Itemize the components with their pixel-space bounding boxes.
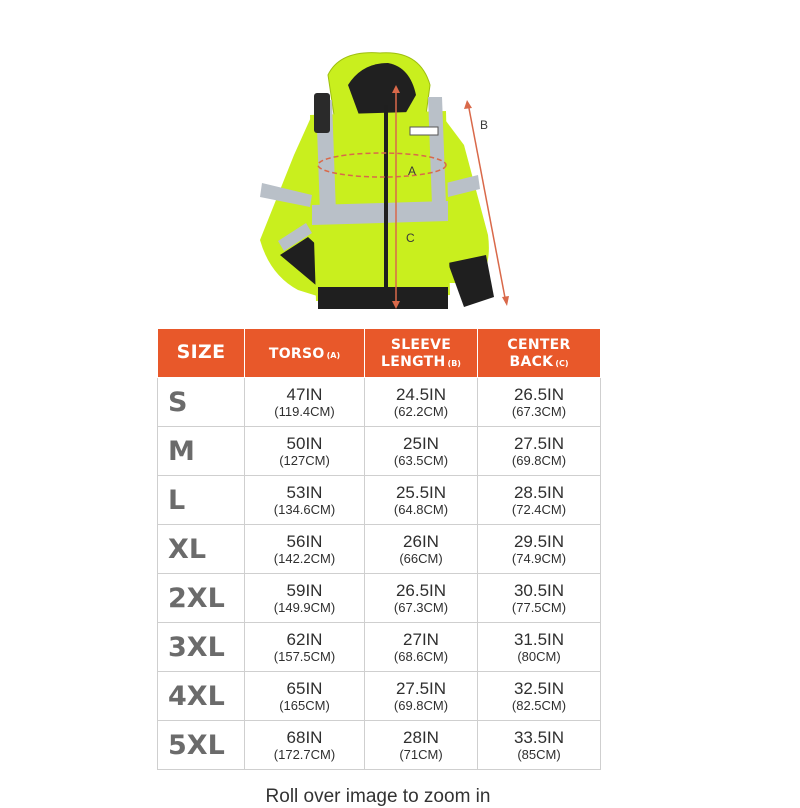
sleeve-measurement: [365, 574, 478, 623]
header-size: SIZE: [158, 329, 245, 378]
center-back-measurement-cm: (85CM): [517, 746, 561, 762]
table-row: [158, 672, 601, 721]
sleeve-measurement-cm: (64.8CM): [393, 501, 449, 517]
center-back-measurement-inches: 29.5IN: [513, 531, 565, 551]
size-chart-table: [157, 328, 601, 770]
center-back-measurement-cm: (80CM): [517, 648, 561, 664]
torso-measurement-cm: (172.7CM): [273, 746, 336, 762]
size-label: S: [158, 378, 245, 427]
center-back-measurement: [478, 672, 601, 721]
center-back-measurement: [478, 574, 601, 623]
sleeve-measurement-inches: 25IN: [403, 433, 439, 453]
table-row: [158, 525, 601, 574]
center-back-measurement-inches: 32.5IN: [513, 678, 565, 698]
center-back-measurement-cm: (69.8CM): [511, 452, 567, 468]
sleeve-measurement: [365, 721, 478, 770]
torso-measurement-cm: (149.9CM): [273, 599, 336, 615]
label-a: A: [408, 164, 417, 178]
center-back-measurement-inches: 33.5IN: [513, 727, 565, 747]
torso-measurement: [245, 525, 365, 574]
sleeve-measurement-inches: 24.5IN: [395, 384, 447, 404]
sleeve-measurement: [365, 427, 478, 476]
sleeve-measurement-inches: 26IN: [403, 531, 439, 551]
torso-measurement-inches: 68IN: [286, 727, 323, 747]
torso-measurement-cm: (134.6CM): [273, 501, 336, 517]
center-back-measurement-inches: 27.5IN: [513, 433, 565, 453]
torso-measurement-cm: (157.5CM): [273, 648, 336, 664]
torso-measurement-inches: 62IN: [286, 629, 323, 649]
torso-measurement: [245, 623, 365, 672]
torso-measurement-inches: 50IN: [286, 433, 323, 453]
torso-measurement-inches: 53IN: [286, 482, 323, 502]
torso-measurement: [245, 574, 365, 623]
right-cuff: [448, 255, 494, 307]
sleeve-measurement: [365, 378, 478, 427]
sleeve-arrow-top: [464, 100, 472, 109]
size-label: 2XL: [158, 574, 245, 623]
id-badge-pocket: [410, 127, 438, 135]
sleeve-measurement-cm: (62.2CM): [393, 403, 449, 419]
center-back-measurement: [478, 378, 601, 427]
sleeve-measurement-inches: 25.5IN: [395, 482, 447, 502]
center-back-measurement: [478, 476, 601, 525]
sleeve-measurement: [365, 525, 478, 574]
table-header-row: [158, 329, 601, 378]
center-back-measurement-cm: (72.4CM): [511, 501, 567, 517]
torso-measurement-cm: (119.4CM): [274, 403, 335, 419]
radio-device: [314, 93, 330, 133]
sleeve-measurement-cm: (63.5CM): [393, 452, 449, 468]
sleeve-measurement-cm: (71CM): [399, 746, 443, 762]
torso-measurement-inches: 56IN: [286, 531, 323, 551]
sleeve-measurement: [365, 476, 478, 525]
sleeve-arrow-bottom: [502, 296, 509, 306]
torso-measurement-inches: 47IN: [286, 384, 323, 404]
sleeve-measurement: [365, 672, 478, 721]
sleeve-measurement-cm: (66CM): [399, 550, 443, 566]
center-back-measurement-inches: 26.5IN: [513, 384, 565, 404]
center-back-measurement: [478, 623, 601, 672]
header-torso: TORSO (A): [245, 329, 365, 378]
jacket-waistband: [318, 287, 448, 309]
center-back-measurement-cm: (82.5CM): [511, 697, 567, 713]
label-b: B: [480, 118, 489, 132]
sleeve-measurement: [365, 623, 478, 672]
center-back-measurement-inches: 30.5IN: [513, 580, 565, 600]
torso-measurement-cm: (127CM): [279, 452, 330, 468]
torso-measurement: [245, 672, 365, 721]
size-label: XL: [158, 525, 245, 574]
size-label: M: [158, 427, 245, 476]
torso-measurement-cm: (165CM): [279, 697, 330, 713]
center-back-measurement: [478, 525, 601, 574]
sleeve-measurement-cm: (68.6CM): [393, 648, 449, 664]
torso-measurement-inches: 59IN: [286, 580, 323, 600]
header-center-back: CENTER BACK (C): [478, 329, 601, 378]
table-row: [158, 574, 601, 623]
torso-measurement: [245, 427, 365, 476]
jacket-diagram[interactable]: [250, 45, 520, 325]
torso-measurement: [245, 476, 365, 525]
center-back-measurement-inches: 31.5IN: [513, 629, 565, 649]
zoom-hint-text: Roll over image to zoom in: [265, 786, 491, 807]
size-rows: [158, 378, 601, 770]
center-back-measurement: [478, 721, 601, 770]
center-back-measurement-inches: 28.5IN: [513, 482, 565, 502]
center-back-measurement-cm: (74.9CM): [511, 550, 567, 566]
table-row: [158, 721, 601, 770]
torso-measurement: [245, 721, 365, 770]
size-label: 3XL: [158, 623, 245, 672]
sleeve-measurement-cm: (69.8CM): [393, 697, 449, 713]
center-back-measurement-cm: (77.5CM): [511, 599, 567, 615]
table-row: [158, 476, 601, 525]
sleeve-measurement-inches: 27IN: [403, 629, 439, 649]
center-back-measurement-cm: (67.3CM): [511, 403, 567, 419]
label-c: C: [406, 231, 415, 245]
size-label: 5XL: [158, 721, 245, 770]
table-row: [158, 427, 601, 476]
sleeve-measurement-inches: 28IN: [403, 727, 439, 747]
torso-measurement-inches: 65IN: [286, 678, 323, 698]
size-label: 4XL: [158, 672, 245, 721]
center-back-measurement: [478, 427, 601, 476]
sleeve-measurement-inches: 26.5IN: [395, 580, 447, 600]
sleeve-measurement-inches: 27.5IN: [395, 678, 447, 698]
torso-measurement: [245, 378, 365, 427]
table-row: [158, 623, 601, 672]
torso-measurement-cm: (142.2CM): [273, 550, 336, 566]
table-row: [158, 378, 601, 427]
size-label: L: [158, 476, 245, 525]
header-sleeve-length: SLEEVE LENGTH (B): [365, 329, 478, 378]
sleeve-measurement-cm: (67.3CM): [393, 599, 449, 615]
